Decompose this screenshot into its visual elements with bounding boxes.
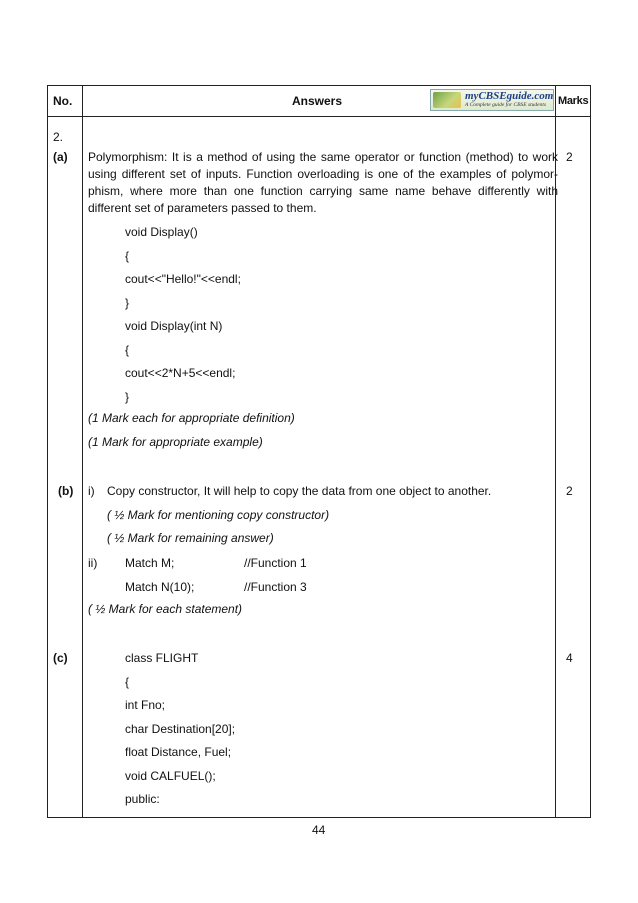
- part-a-code-line: }: [125, 390, 130, 404]
- part-b-i-marking: ( ½ Mark for mentioning copy constructor): [107, 508, 330, 522]
- part-c-code-line: {: [125, 675, 130, 689]
- header-marks: Marks: [558, 95, 589, 107]
- header-no: No.: [53, 94, 73, 108]
- part-b-marking: ( ½ Mark for each statement): [88, 602, 243, 616]
- part-a-marking: (1 Mark each for appropriate definition): [88, 411, 295, 425]
- part-a-definition-line: different set of parameters passed to them.: [88, 201, 317, 215]
- part-a-definition-line: Polymorphism: It is a method of using the same operator or function (method) to work: [88, 150, 558, 164]
- site-logo: [430, 89, 554, 111]
- question-number: 2.: [53, 130, 64, 144]
- part-b-i-label: i): [88, 484, 95, 498]
- part-b-ii-comment: //Function 1: [244, 556, 307, 570]
- part-c-label: (c): [53, 651, 68, 665]
- part-b-ii-code: Match N(10);: [125, 580, 195, 594]
- part-a-code-line: void Display(int N): [125, 319, 223, 333]
- part-a-label: (a): [53, 150, 68, 164]
- part-c-code-line: void CALFUEL();: [125, 769, 216, 783]
- part-a-code-line: {: [125, 343, 130, 357]
- part-b-label: (b): [58, 484, 74, 498]
- part-b-ii-comment: //Function 3: [244, 580, 307, 594]
- part-b-ii-code: Match M;: [125, 556, 175, 570]
- part-c-code-line: float Distance, Fuel;: [125, 745, 232, 759]
- header-answers: Answers: [292, 94, 343, 108]
- part-a-definition-line: phism, where more than one function carrying same name behave differently with: [88, 184, 558, 198]
- part-b-ii-label: ii): [88, 556, 98, 570]
- part-c-code-line: public:: [125, 792, 160, 806]
- part-a-code-line: }: [125, 296, 130, 310]
- part-c-code-line: char Destination[20];: [125, 722, 236, 736]
- part-a-code-line: void Display(): [125, 225, 198, 239]
- logo-tagline: A Complete guide for CBSE students: [465, 102, 547, 108]
- part-b-marks: 2: [566, 484, 573, 498]
- part-c-code-line: class FLIGHT: [125, 651, 199, 665]
- page-number: 44: [312, 823, 326, 837]
- part-b-i-marking: ( ½ Mark for remaining answer): [107, 531, 274, 545]
- part-c-marks: 4: [566, 651, 573, 665]
- logo-name: myCBSEguide.com: [465, 90, 554, 102]
- part-a-definition-line: using different set of inputs. Function overloading is one of the examples of polymor-: [88, 167, 558, 181]
- logo-picture: [433, 92, 461, 108]
- part-a-marking: (1 Mark for appropriate example): [88, 435, 263, 449]
- column-divider-no: [82, 85, 83, 818]
- part-a-code-line: {: [125, 249, 130, 263]
- part-c-code-line: int Fno;: [125, 698, 166, 712]
- part-a-code-line: cout<<2*N+5<<endl;: [125, 366, 236, 380]
- part-a-code-line: cout<<"Hello!"<<endl;: [125, 272, 241, 286]
- part-b-i-text: Copy constructor, It will help to copy the data from one object to another.: [107, 484, 492, 498]
- header-divider: [47, 116, 591, 117]
- part-a-marks: 2: [566, 150, 573, 164]
